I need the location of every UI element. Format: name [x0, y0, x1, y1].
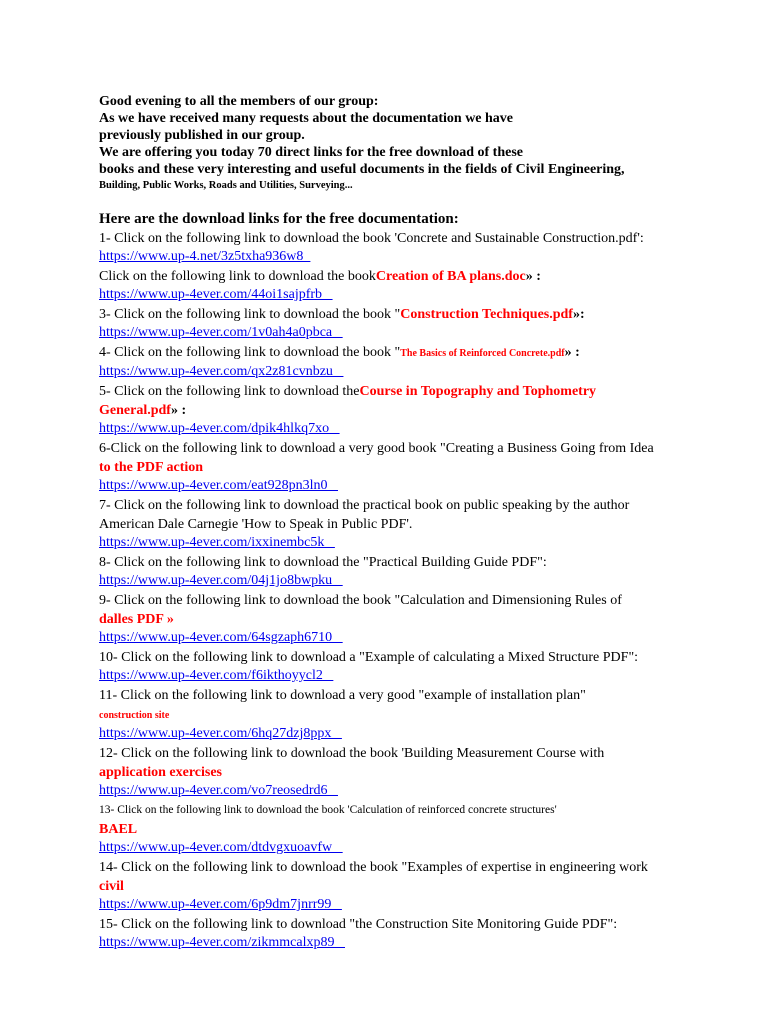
entry-highlight-title: The Basics of Reinforced Concrete.pdf	[400, 348, 565, 359]
download-link[interactable]: https://www.up-4ever.com/6hq27dzj8ppx	[99, 726, 342, 741]
download-entry	[99, 591, 739, 646]
entry-text: 12- Click on the following link to download the book 'Building Measurement Course with	[99, 746, 605, 761]
entry-description-line	[99, 229, 739, 248]
entry-text: 11- Click on the following link to download a very good "example of installation plan"	[99, 688, 586, 703]
entry-description-line	[99, 858, 739, 877]
intro-line: books and these very interesting and useful documents in the fields of Civil Engineering,	[99, 162, 625, 177]
entry-highlight-title: civil	[99, 879, 124, 894]
entry-text-tail: » :	[170, 403, 187, 418]
entry-description-line	[99, 591, 739, 610]
entry-description-line	[99, 686, 739, 705]
entry-text: 3- Click on the following link to download the book "	[99, 307, 401, 322]
download-link[interactable]: https://www.up-4ever.com/1v0ah4a0pbca	[99, 325, 343, 340]
download-link[interactable]: https://www.up-4.net/3z5txha936w8	[99, 249, 311, 264]
intro-line: As we have received many requests about the documentation we have	[99, 111, 514, 126]
entry-text: 6-Click on the following link to download a very good book "Creating a Business Going from Idea	[99, 441, 654, 456]
download-entry	[99, 267, 739, 303]
intro-line: previously published in our group.	[99, 128, 305, 143]
intro-line: Good evening to all the members of our group:	[99, 94, 379, 109]
download-entry	[99, 343, 739, 380]
entry-description-line	[99, 343, 739, 363]
entry-highlight-title: to the PDF action	[99, 460, 204, 475]
download-entry	[99, 496, 739, 551]
entry-highlight-title: dalles PDF »	[99, 612, 174, 627]
download-link[interactable]: https://www.up-4ever.com/04j1jo8bwpku	[99, 573, 343, 588]
download-entry	[99, 439, 739, 494]
entry-text-tail: »:	[572, 307, 585, 322]
download-entry	[99, 382, 739, 437]
entry-text: 15- Click on the following link to download "the Construction Site Monitoring Guide PDF":	[99, 917, 618, 932]
download-entry	[99, 858, 739, 913]
entry-description-line	[99, 401, 739, 420]
download-list	[99, 229, 739, 953]
intro-line: We are offering you today 70 direct links for the free download of these	[99, 145, 523, 160]
entry-highlight-title: General.pdf	[99, 403, 171, 418]
entry-description-line	[99, 915, 739, 934]
entry-text: 4- Click on the following link to download the book "	[99, 345, 401, 360]
entry-description-line	[99, 610, 739, 629]
download-link[interactable]: https://www.up-4ever.com/eat928pn3ln0	[99, 478, 338, 493]
entry-highlight-title: Course in Topography and Tophometry	[359, 384, 597, 399]
download-link[interactable]: https://www.up-4ever.com/ixxinembc5k	[99, 535, 335, 550]
download-entry	[99, 648, 739, 684]
entry-description-line	[99, 744, 739, 763]
entry-description-line	[99, 763, 739, 782]
entry-description-line	[99, 820, 739, 839]
entry-description-line	[99, 801, 739, 820]
download-entry	[99, 744, 739, 799]
download-link[interactable]: https://www.up-4ever.com/6p9dm7jnrr99	[99, 897, 342, 912]
entry-highlight-title: construction site	[99, 710, 170, 721]
download-link[interactable]: https://www.up-4ever.com/dtdvgxuoavfw	[99, 840, 343, 855]
entry-text: 5- Click on the following link to download the	[99, 384, 360, 399]
entry-highlight-title: application exercises	[99, 765, 223, 780]
download-entry	[99, 915, 739, 951]
download-link[interactable]: https://www.up-4ever.com/vo7reosedrd6	[99, 783, 338, 798]
download-entry	[99, 801, 739, 856]
entry-text: 13- Click on the following link to download the book 'Calculation of reinforced concrete structures'	[99, 804, 557, 816]
entry-description-line	[99, 705, 739, 725]
entry-description-line	[99, 439, 739, 458]
entry-text: 10- Click on the following link to download a "Example of calculating a Mixed Structure PDF":	[99, 650, 639, 665]
entry-text: Click on the following link to download the book	[99, 269, 376, 284]
download-link[interactable]: https://www.up-4ever.com/qx2z81cvnbzu	[99, 364, 344, 379]
download-link[interactable]: https://www.up-4ever.com/44oi1sajpfrb	[99, 287, 333, 302]
entry-text: 9- Click on the following link to download the book "Calculation and Dimensioning Rules of	[99, 593, 622, 608]
download-link[interactable]: https://www.up-4ever.com/f6ikthoyycl2	[99, 668, 334, 683]
entry-text: American Dale Carnegie 'How to Speak in Public PDF'.	[99, 517, 413, 532]
links-heading: Here are the download links for the free documentation:	[99, 211, 459, 227]
entry-description-line	[99, 877, 739, 896]
entry-description-line	[99, 553, 739, 572]
entry-text-tail: » :	[525, 269, 541, 284]
entry-highlight-title: BAEL	[99, 822, 138, 837]
entry-highlight-title: Creation of BA plans.doc	[375, 269, 526, 284]
entry-description-line	[99, 458, 739, 477]
entry-highlight-title: Construction Techniques.pdf	[400, 307, 573, 322]
entry-text: 1- Click on the following link to download the book 'Concrete and Sustainable Construction.pdf':	[99, 231, 644, 246]
intro-paragraph	[99, 93, 739, 193]
download-link[interactable]: https://www.up-4ever.com/64sgzaph6710	[99, 630, 343, 645]
entry-text: 14- Click on the following link to download the book "Examples of expertise in engineering work	[99, 860, 648, 875]
entry-text: 8- Click on the following link to download the "Practical Building Guide PDF":	[99, 555, 547, 570]
download-link[interactable]: https://www.up-4ever.com/zikmmcalxp89	[99, 935, 345, 950]
entry-description-line	[99, 648, 739, 667]
entry-description-line	[99, 496, 739, 515]
entry-description-line	[99, 305, 739, 324]
download-entry	[99, 553, 739, 589]
download-entry	[99, 686, 739, 742]
intro-line: Building, Public Works, Roads and Utilities, Surveying...	[99, 180, 353, 191]
entry-text: 7- Click on the following link to download the practical book on public speaking by the author	[99, 498, 630, 513]
download-link[interactable]: https://www.up-4ever.com/dpik4hlkq7xo	[99, 421, 340, 436]
entry-description-line	[99, 515, 739, 534]
entry-description-line	[99, 382, 739, 401]
download-entry	[99, 229, 739, 265]
entry-text-tail: » :	[564, 345, 580, 360]
entry-description-line	[99, 267, 739, 286]
download-entry	[99, 305, 739, 341]
